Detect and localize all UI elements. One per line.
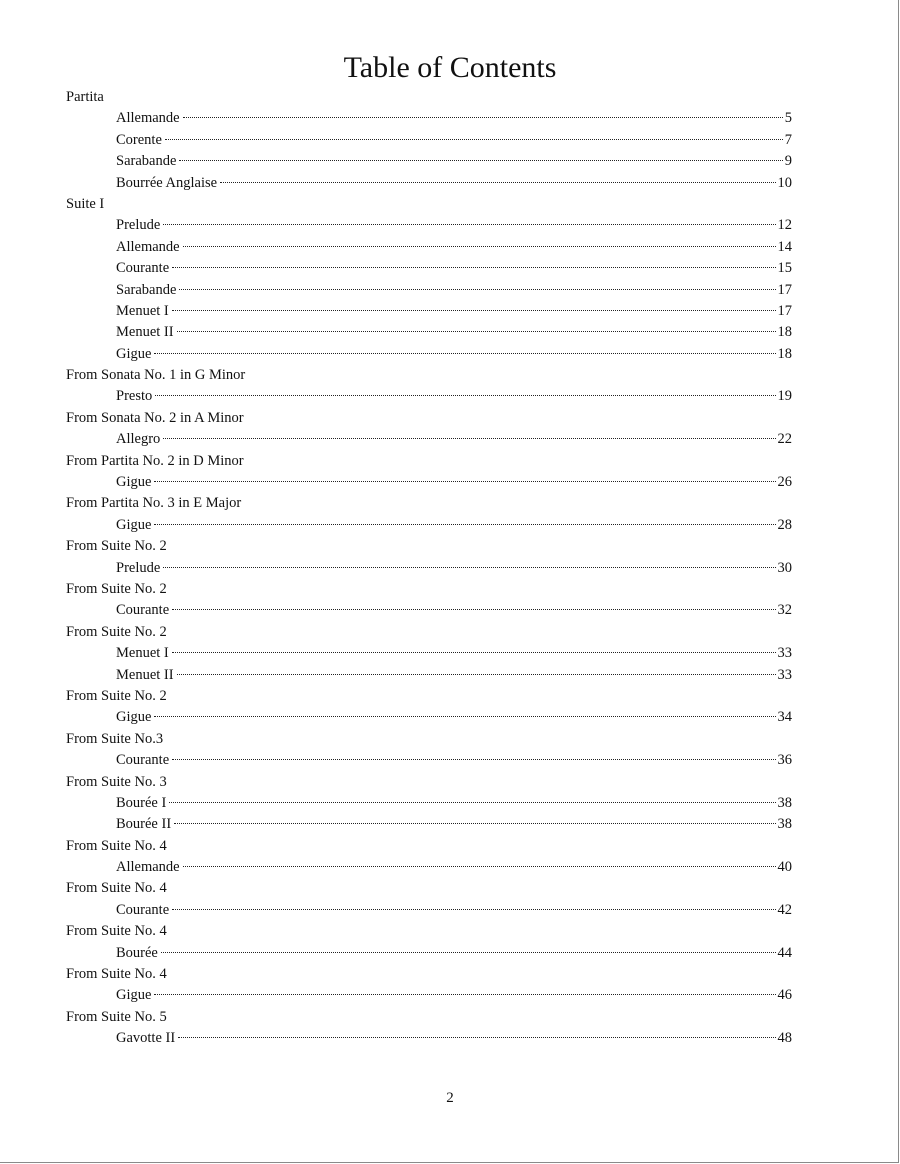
section-title: From Suite No. 4 <box>66 837 167 854</box>
dot-leader <box>172 267 775 268</box>
section-title: From Suite No. 4 <box>66 923 167 940</box>
toc-entry[interactable] <box>66 750 792 771</box>
toc-entry[interactable] <box>66 943 792 964</box>
dot-leader <box>165 139 783 140</box>
entry-title: Menuet II <box>116 666 174 683</box>
toc-entry[interactable] <box>66 707 792 728</box>
toc-entry[interactable] <box>66 280 792 301</box>
dot-leader <box>178 1037 775 1038</box>
entry-page-number: 40 <box>777 859 792 876</box>
toc-entry[interactable] <box>66 1028 792 1049</box>
toc-entry[interactable] <box>66 515 792 536</box>
section-title: From Sonata No. 1 in G Minor <box>66 367 246 384</box>
dot-leader <box>177 674 776 675</box>
section-title: From Partita No. 3 in E Major <box>66 495 242 512</box>
toc-entry[interactable] <box>66 322 792 343</box>
section-title: From Suite No. 2 <box>66 580 167 597</box>
entry-title: Gigue <box>116 516 152 533</box>
entry-title: Presto <box>116 388 153 405</box>
entry-page-number: 42 <box>777 901 792 918</box>
dot-leader <box>172 310 776 311</box>
section-title: From Suite No. 2 <box>66 623 167 640</box>
toc-entry[interactable] <box>66 237 792 258</box>
entry-title: Bourée I <box>116 794 167 811</box>
entry-page-number: 48 <box>777 1030 792 1047</box>
toc-entry[interactable] <box>66 173 792 194</box>
entry-page-number: 32 <box>777 602 792 619</box>
toc-entry[interactable] <box>66 643 792 664</box>
entry-page-number: 15 <box>777 260 792 277</box>
entry-title: Sarabande <box>116 281 177 298</box>
section-title: Suite I <box>66 195 105 212</box>
toc-entry[interactable] <box>66 108 792 129</box>
entry-page-number: 33 <box>777 666 792 683</box>
section-title: Partita <box>66 89 104 105</box>
dot-leader <box>220 182 775 183</box>
entry-title: Courante <box>116 602 170 619</box>
entry-title: Allegro <box>116 431 161 448</box>
entry-page-number: 19 <box>777 388 792 405</box>
entry-title: Menuet I <box>116 645 169 662</box>
dot-leader <box>169 802 775 803</box>
dot-leader <box>172 609 775 610</box>
toc-entry[interactable] <box>66 793 792 814</box>
dot-leader <box>172 759 775 760</box>
entry-page-number: 36 <box>777 752 792 769</box>
table-of-contents <box>66 87 792 1050</box>
section-title: From Suite No. 5 <box>66 1008 167 1025</box>
entry-page-number: 17 <box>777 281 792 298</box>
entry-title: Prelude <box>116 559 161 576</box>
entry-title: Courante <box>116 260 170 277</box>
dot-leader <box>179 160 782 161</box>
entry-page-number: 18 <box>777 345 792 362</box>
entry-page-number: 5 <box>784 110 792 127</box>
toc-entry[interactable] <box>66 558 792 579</box>
entry-title: Allemande <box>116 110 180 127</box>
dot-leader <box>172 909 775 910</box>
entry-title: Gigue <box>116 709 152 726</box>
toc-entry[interactable] <box>66 386 792 407</box>
entry-page-number: 18 <box>777 324 792 341</box>
entry-page-number: 46 <box>777 987 792 1004</box>
dot-leader <box>183 117 783 118</box>
toc-entry[interactable] <box>66 600 792 621</box>
toc-entry[interactable] <box>66 814 792 835</box>
section-title: From Suite No. 3 <box>66 773 167 790</box>
entry-page-number: 10 <box>777 174 792 191</box>
entry-page-number: 38 <box>777 794 792 811</box>
entry-page-number: 28 <box>777 516 792 533</box>
entry-page-number: 17 <box>777 302 792 319</box>
toc-entry[interactable] <box>66 665 792 686</box>
section-title: From Suite No. 2 <box>66 687 167 704</box>
toc-entry[interactable] <box>66 985 792 1006</box>
entry-title: Bourée <box>116 944 158 961</box>
page-number: 2 <box>446 1090 454 1106</box>
entry-page-number: 9 <box>784 153 792 170</box>
dot-leader <box>183 866 776 867</box>
section-title: From Suite No. 4 <box>66 966 167 983</box>
toc-entry[interactable] <box>66 301 792 322</box>
entry-title: Gavotte II <box>116 1030 176 1047</box>
entry-title: Bourée II <box>116 816 172 833</box>
entry-title: Allemande <box>116 859 180 876</box>
entry-page-number: 7 <box>784 131 792 148</box>
dot-leader <box>177 331 776 332</box>
toc-entry[interactable] <box>66 472 792 493</box>
section-title: From Suite No. 2 <box>66 538 167 555</box>
entry-title: Allemande <box>116 238 180 255</box>
section-title: From Sonata No. 2 in A Minor <box>66 409 244 426</box>
entry-title: Gigue <box>116 987 152 1004</box>
entry-title: Courante <box>116 752 170 769</box>
dot-leader <box>179 289 775 290</box>
section-title: From Suite No.3 <box>66 730 164 747</box>
dot-leader <box>163 224 775 225</box>
dot-leader <box>174 823 775 824</box>
entry-title: Gigue <box>116 474 152 491</box>
dot-leader <box>154 353 775 354</box>
entry-page-number: 33 <box>777 645 792 662</box>
dot-leader <box>154 481 775 482</box>
dot-leader <box>154 994 775 995</box>
entry-page-number: 12 <box>777 217 792 234</box>
entry-title: Prelude <box>116 217 161 234</box>
toc-entry[interactable] <box>66 429 792 450</box>
toc-entry[interactable] <box>66 215 792 236</box>
toc-entry[interactable] <box>66 258 792 279</box>
entry-title: Gigue <box>116 345 152 362</box>
dot-leader <box>163 438 775 439</box>
entry-title: Bourrée Anglaise <box>116 174 218 191</box>
toc-entry[interactable] <box>66 151 792 172</box>
toc-entry[interactable] <box>66 857 792 878</box>
entry-page-number: 30 <box>777 559 792 576</box>
entry-title: Menuet II <box>116 324 174 341</box>
toc-entry[interactable] <box>66 900 792 921</box>
toc-entry[interactable] <box>66 344 792 365</box>
toc-entry[interactable] <box>66 130 792 151</box>
entry-page-number: 34 <box>777 709 792 726</box>
entry-page-number: 44 <box>777 944 792 961</box>
section-title: From Suite No. 4 <box>66 880 167 897</box>
entry-page-number: 26 <box>777 474 792 491</box>
entry-title: Courante <box>116 901 170 918</box>
dot-leader <box>172 652 776 653</box>
dot-leader <box>163 567 775 568</box>
entry-page-number: 38 <box>777 816 792 833</box>
entry-page-number: 14 <box>777 238 792 255</box>
entry-title: Menuet I <box>116 302 169 319</box>
entry-title: Corente <box>116 131 162 148</box>
dot-leader <box>183 246 776 247</box>
entry-page-number: 22 <box>777 431 792 448</box>
dot-leader <box>161 952 776 953</box>
entry-title: Sarabande <box>116 153 177 170</box>
dot-leader <box>155 395 775 396</box>
dot-leader <box>154 524 775 525</box>
section-title: From Partita No. 2 in D Minor <box>66 452 244 469</box>
page-title: Table of Contents <box>343 51 557 84</box>
dot-leader <box>154 716 775 717</box>
